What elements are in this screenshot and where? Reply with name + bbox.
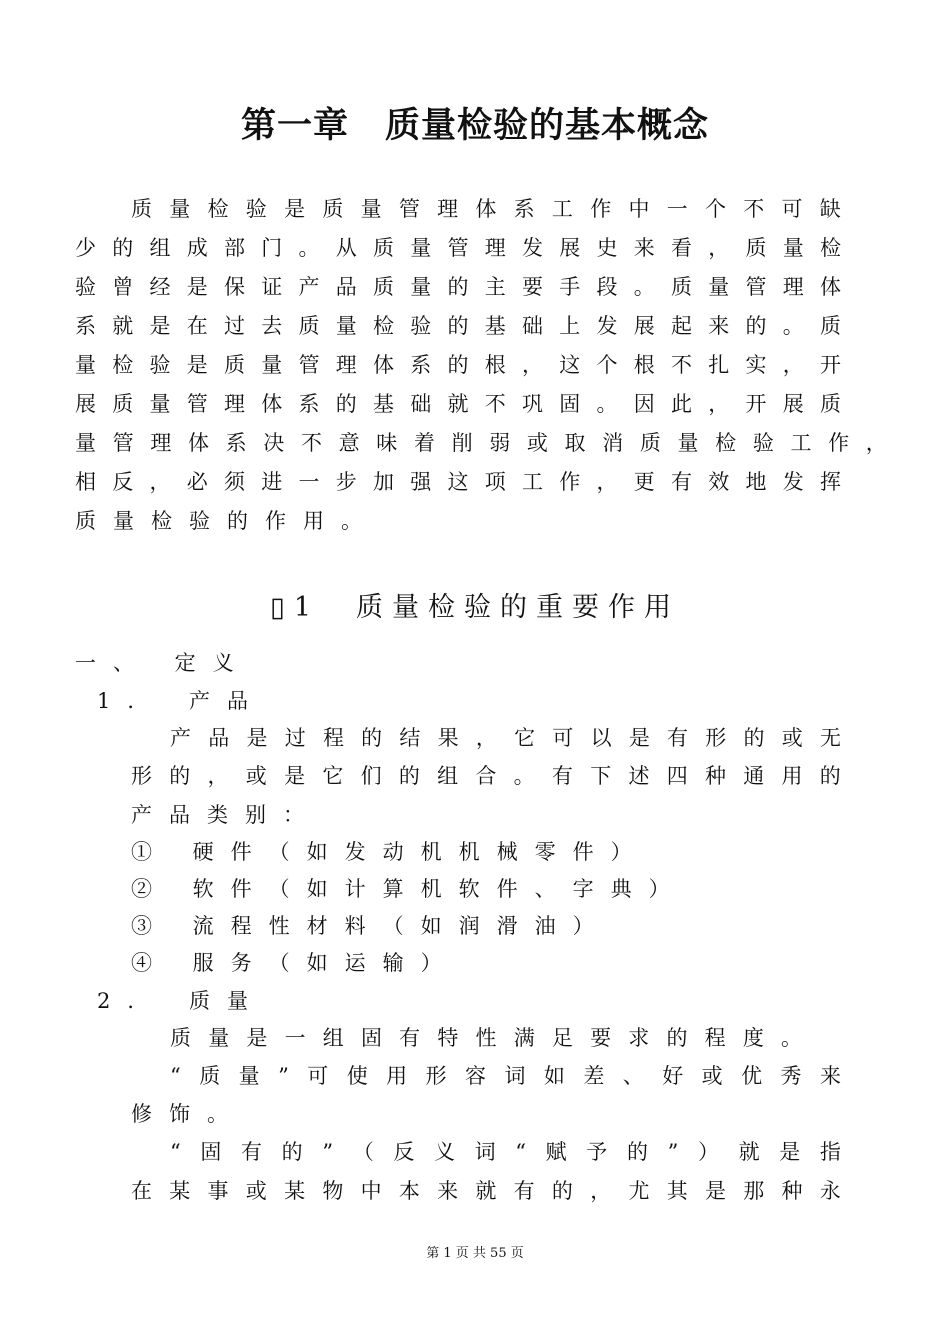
item-2-label: 2． 质量 xyxy=(97,989,266,1013)
heading-definition: 一、 定义 xyxy=(75,651,251,675)
list-item: ② 软件（如计算机软件、字典） xyxy=(131,877,687,901)
list-item: ④ 服务（如运输） xyxy=(131,951,459,975)
intro-line: 验 曾 经 是 保 证 产 品 质 量 的 主 要 手 段 。 质 量 管 理 体 xyxy=(75,275,841,299)
intro-line: 系 就 是 在 过 去 质 量 检 验 的 基 础 上 发 展 起 来 的 。 质 xyxy=(75,314,841,338)
intro-line: 质 量 检 验 是 质 量 管 理 体 系 工 作 中 一 个 不 可 缺 xyxy=(131,197,841,221)
intro-line: 少 的 组 成 部 门 。 从 质 量 管 理 发 展 史 来 看 ， 质 量 检 xyxy=(75,236,841,260)
item-1-label: 1． 产品 xyxy=(97,689,266,713)
item-2-para-line: 在 某 事 或 某 物 中 本 来 就 有 的 ， 尤 其 是 那 种 永 xyxy=(131,1179,841,1203)
intro-line: 质量检验的作用。 xyxy=(75,509,379,533)
intro-line: 相 反 ， 必 须 进 一 步 加 强 这 项 工 作 ， 更 有 效 地 发 挥 xyxy=(75,470,841,494)
item-1-para-line: 产品类别： xyxy=(131,803,321,827)
page-footer: 第 1 页 共 55 页 xyxy=(426,1246,524,1261)
list-item: ③ 流程性材料（如润滑油） xyxy=(131,914,611,938)
item-2-para-line: “ 固 有 的 ” （ 反 义 词 “ 赋 予 的 ” ） 就 是 指 xyxy=(170,1140,841,1164)
item-2-line: 质 量 是 一 组 固 有 特 性 满 足 要 求 的 程 度 。 xyxy=(170,1026,802,1050)
intro-line: 展 质 量 管 理 体 系 的 基 础 就 不 巩 固 。 因 此 ， 开 展 质 xyxy=(75,392,841,416)
chapter-title: 第一章 质量检验的基本概念 xyxy=(240,106,709,146)
section-title: ▯1 质量检验的重要作用 xyxy=(269,592,681,623)
item-2-para-line: 修饰。 xyxy=(131,1102,245,1126)
item-1-para-line: 形 的 ， 或 是 它 们 的 组 合 。 有 下 述 四 种 通 用 的 xyxy=(131,764,841,788)
intro-line: 量 管 理 体 系 决 不 意 味 着 削 弱 或 取 消 质 量 检 验 工 作 ， xyxy=(75,431,887,455)
item-1-para-line: 产 品 是 过 程 的 结 果 ， 它 可 以 是 有 形 的 或 无 xyxy=(170,726,841,750)
item-2-para-line: “ 质 量 ” 可 使 用 形 容 词 如 差 、 好 或 优 秀 来 xyxy=(170,1064,841,1088)
list-item: ① 硬件（如发动机机械零件） xyxy=(131,840,649,864)
intro-line: 量 检 验 是 质 量 管 理 体 系 的 根 ， 这 个 根 不 扎 实 ， 开 xyxy=(75,353,841,377)
